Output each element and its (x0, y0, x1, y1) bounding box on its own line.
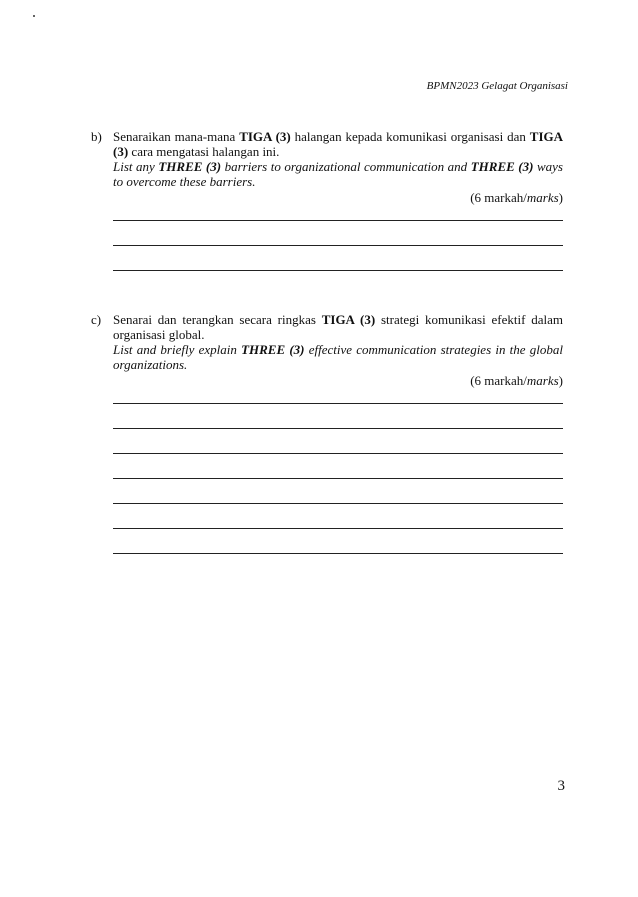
emphasis-text: TIGA (3) (321, 312, 376, 327)
text-segment: ways to overcome these barriers. (113, 159, 563, 189)
answer-line (113, 503, 563, 504)
text-segment: Senarai dan terangkan secara ringkas (113, 312, 322, 327)
answer-line (113, 428, 563, 429)
text-segment: Senaraikan mana-mana (113, 129, 240, 144)
text-segment: barriers to organizational communication and (221, 159, 471, 174)
emphasis-text: THREE (3) (470, 159, 534, 174)
text-segment: halangan kepada komunikasi organisasi dan (290, 129, 530, 144)
course-header: BPMN2023 Gelagat Organisasi (426, 80, 568, 92)
answer-line (113, 270, 563, 271)
question-label: b) (91, 129, 102, 144)
scan-speck (33, 15, 35, 17)
emphasis-text: THREE (3) (158, 159, 222, 174)
question-text-english (113, 342, 563, 372)
answer-lines-b (113, 220, 563, 295)
marks-allocation: (6 markah/marks) (470, 190, 563, 205)
answer-line (113, 453, 563, 454)
answer-line (113, 553, 563, 554)
answer-line (113, 220, 563, 221)
question-text-malay (113, 129, 563, 159)
page-number: 3 (557, 778, 565, 794)
emphasis-text: THREE (3) (241, 342, 305, 357)
text-segment: List and briefly explain (113, 342, 242, 357)
emphasis-text: TIGA (3) (239, 129, 291, 144)
question-b (91, 129, 563, 205)
answer-line (113, 478, 563, 479)
answer-line (113, 528, 563, 529)
answer-line (113, 403, 563, 404)
question-c (91, 312, 563, 388)
question-label: c) (91, 312, 102, 327)
text-segment: cara mengatasi halangan ini. (128, 144, 280, 159)
answer-line (113, 245, 563, 246)
question-text-malay (113, 312, 563, 342)
text-segment: strategi komunikasi efektif dalam organisasi global. (113, 312, 563, 342)
text-segment: effective communication strategies in the global organizations. (113, 342, 563, 372)
marks-allocation: (6 markah/marks) (470, 373, 563, 388)
text-segment: List any (113, 159, 159, 174)
question-text-english (113, 159, 563, 189)
answer-lines-c (113, 403, 563, 578)
emphasis-text: TIGA (3) (113, 129, 564, 159)
